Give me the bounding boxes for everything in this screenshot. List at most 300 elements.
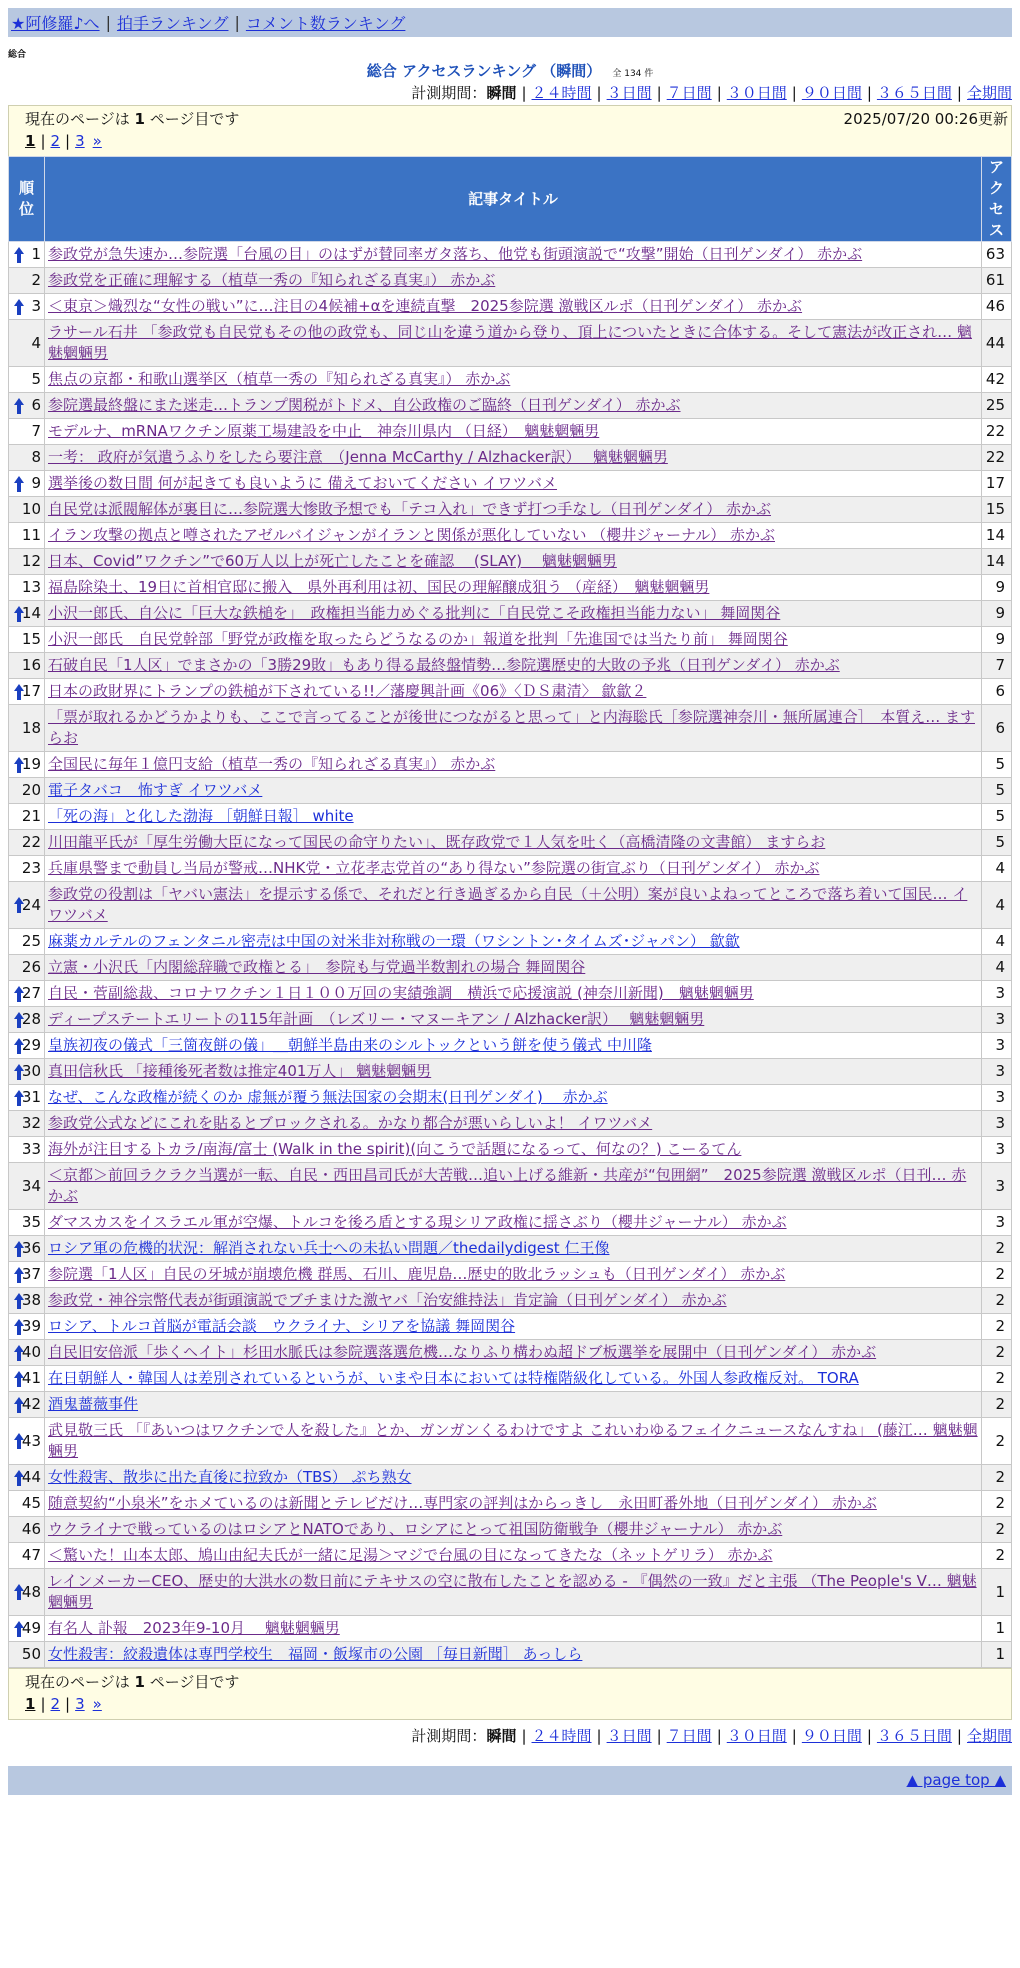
rank-cell bbox=[9, 268, 45, 294]
article-link[interactable]: 一考： 政府が気遣うふりをしたら要注意 （Jenna McCarthy / Alzhacker訳） 魑魅魍魎男 bbox=[48, 448, 668, 466]
access-count: 6 bbox=[982, 679, 1012, 705]
article-link[interactable]: 「票が取れるかどうかよりも、ここで言ってることが後世につながると思って」と内海聡氏［参院選神奈川・無所属連合］ 本質え… ますらお bbox=[48, 708, 975, 747]
rank-cell bbox=[9, 929, 45, 955]
table-row bbox=[9, 882, 1012, 929]
article-link[interactable]: 女性殺害、散歩に出た直後に拉致か（TBS） ぷち熟女 bbox=[48, 1468, 412, 1486]
col-header-rank: 順位 bbox=[9, 157, 45, 242]
access-count: 2 bbox=[982, 1517, 1012, 1543]
table-row bbox=[9, 705, 1012, 752]
rank-number: 8 bbox=[31, 448, 41, 466]
article-link[interactable]: 有名人 訃報 2023年9-10月 魑魅魍魎男 bbox=[48, 1619, 340, 1637]
article-link[interactable]: 参政党が急失速か…参院選「台風の目」のはずが賛同率ガタ落ち、他党も街頭演説で“攻撃”開始（日刊ゲンダイ） 赤かぶ bbox=[48, 245, 863, 263]
up-arrow-icon bbox=[13, 683, 25, 701]
access-count: 2 bbox=[982, 1288, 1012, 1314]
title-cell bbox=[45, 575, 982, 601]
title-cell bbox=[45, 1137, 982, 1163]
footer-bar bbox=[8, 1766, 1012, 1795]
article-link[interactable]: 自民党は派閥解体が裏目に…参院選大惨敗予想でも「テコ入れ」できず打つ手なし（日刊ゲンダイ） 赤かぶ bbox=[48, 500, 771, 518]
access-count: 22 bbox=[982, 419, 1012, 445]
article-link[interactable]: 小沢一郎氏 自民党幹部「野党が政権を取ったらどうなるのか」報道を批判「先進国では当たり前」 舞岡関谷 bbox=[48, 630, 788, 648]
page-link[interactable]: 1 bbox=[25, 132, 36, 150]
article-link[interactable]: 武見敬三氏 「『あいつはワクチンで人を殺した』とか、ガンガンくるわけですよ これいわゆるフェイクニュースなんすね」 (藤江… 魑魅魍魎男 bbox=[48, 1421, 978, 1460]
col-header-title: 記事タイトル bbox=[45, 157, 982, 242]
table-row bbox=[9, 497, 1012, 523]
rank-cell bbox=[9, 320, 45, 367]
title-cell bbox=[45, 393, 982, 419]
article-link[interactable]: ＜東京＞熾烈な“女性の戦い”に…注目の4候補+αを連続直撃 2025参院選 激戦区ルポ（日刊ゲンダイ） 赤かぶ bbox=[48, 297, 803, 315]
page-link[interactable]: 3 bbox=[75, 132, 85, 150]
article-link[interactable]: ウクライナで戦っているのはロシアとNATOであり、ロシアにとって祖国防衛戦争（櫻井ジャーナル） 赤かぶ bbox=[48, 1520, 783, 1538]
table-row bbox=[9, 1465, 1012, 1491]
period-link[interactable]: 全期間 bbox=[966, 1727, 1012, 1745]
title-cell bbox=[45, 1517, 982, 1543]
title-cell bbox=[45, 1366, 982, 1392]
title-cell bbox=[45, 679, 982, 705]
article-link[interactable]: 随意契約“小泉米”をホメているのは新聞とテレビだけ…専門家の評判はからっきし 永田町番外地（日刊ゲンダイ） 赤かぶ bbox=[48, 1494, 877, 1512]
access-count: 61 bbox=[982, 268, 1012, 294]
article-link[interactable]: 在日朝鮮人・韓国人は差別されているというが、いまや日本においては特権階級化している。外国人参政権反対。 TORA bbox=[48, 1369, 859, 1387]
up-arrow-icon bbox=[13, 1469, 25, 1487]
up-arrow-icon bbox=[13, 1266, 25, 1284]
access-count: 2 bbox=[982, 1262, 1012, 1288]
access-count: 3 bbox=[982, 1137, 1012, 1163]
table-row bbox=[9, 1616, 1012, 1642]
table-row bbox=[9, 1262, 1012, 1288]
access-count: 2 bbox=[982, 1366, 1012, 1392]
article-link[interactable]: ロシア、トルコ首脳が電話会談 ウクライナ、シリアを協議 舞岡関谷 bbox=[48, 1317, 516, 1335]
rank-cell bbox=[9, 601, 45, 627]
article-link[interactable]: ダマスカスをイスラエル軍が空爆、トルコを後ろ盾とする現シリア政権に揺さぶり（櫻井ジャーナル） 赤かぶ bbox=[48, 1213, 787, 1231]
rank-number: 39 bbox=[21, 1317, 41, 1335]
title-cell bbox=[45, 242, 982, 268]
up-arrow-icon bbox=[13, 246, 25, 264]
title-cell bbox=[45, 1543, 982, 1569]
table-row bbox=[9, 242, 1012, 268]
period-link[interactable]: 全期間 bbox=[966, 84, 1012, 102]
title-cell bbox=[45, 1210, 982, 1236]
page-status bbox=[25, 1671, 1005, 1693]
rank-cell bbox=[9, 1262, 45, 1288]
rank-number: 29 bbox=[21, 1036, 41, 1054]
article-link[interactable]: 麻薬カルテルのフェンタニル密売は中国の対米非対称戦の一環（ワシントン･タイムズ･ジャパン） 歙歙 bbox=[48, 932, 740, 950]
title-cell bbox=[45, 856, 982, 882]
table-row bbox=[9, 1210, 1012, 1236]
article-link[interactable]: 参政党・神谷宗幣代表が街頭演説でブチまけた激ヤバ「治安維持法」肯定論（日刊ゲンダイ） 赤かぶ bbox=[48, 1291, 727, 1309]
rank-cell bbox=[9, 445, 45, 471]
pagination-separator: | bbox=[65, 1695, 71, 1713]
table-row bbox=[9, 1569, 1012, 1616]
title-cell bbox=[45, 1085, 982, 1111]
article-link[interactable]: 皇族初夜の儀式「三箇夜餅の儀」＿朝鮮半島由来のシルトックという餅を使う儀式 中川隆 bbox=[48, 1036, 652, 1054]
rank-number: 45 bbox=[21, 1494, 41, 1512]
access-count: 3 bbox=[982, 1210, 1012, 1236]
rank-number: 40 bbox=[21, 1343, 41, 1361]
table-row bbox=[9, 471, 1012, 497]
current-page-number: 1 bbox=[134, 110, 145, 128]
period-link[interactable]: ３日間 bbox=[606, 1727, 652, 1745]
article-link[interactable]: ラサール石井 「参政党も自民党もその他の政党も、同じ山を違う道から登り、頂上についたときに合体する。そして憲法が改正され… 魑魅魍魎男 bbox=[48, 323, 972, 362]
rank-number: 15 bbox=[21, 630, 41, 648]
period-separator: | bbox=[596, 1727, 602, 1745]
rank-number: 1 bbox=[31, 245, 41, 263]
access-count: 46 bbox=[982, 294, 1012, 320]
section-label: 総合 bbox=[8, 50, 27, 60]
rank-cell bbox=[9, 1137, 45, 1163]
page-link[interactable]: 2 bbox=[50, 132, 61, 150]
access-count: 1 bbox=[982, 1569, 1012, 1616]
article-link[interactable]: 自民・菅副総裁、コロナワクチン１日１００万回の実績強調 横浜で応援演説 (神奈川新聞) 魑魅魍魎男 bbox=[48, 984, 754, 1002]
up-arrow-icon bbox=[13, 475, 25, 493]
article-link[interactable]: 石破自民「1人区」でまさかの「3勝29敗」もあり得る最終盤情勢…参院選歴史的大敗の予兆（日刊ゲンダイ） 赤かぶ bbox=[48, 656, 840, 674]
access-count: 2 bbox=[982, 1392, 1012, 1418]
page-link[interactable]: 3 bbox=[75, 1695, 85, 1713]
access-count: 3 bbox=[982, 981, 1012, 1007]
table-row bbox=[9, 320, 1012, 367]
rank-number: 17 bbox=[21, 682, 41, 700]
access-count: 14 bbox=[982, 523, 1012, 549]
article-link[interactable]: 小沢一郎氏、自公に「巨大な鉄槌を」 政権担当能力めぐる批判に「自民党こそ政権担当能力ない」 舞岡関谷 bbox=[48, 604, 781, 622]
rank-number: 37 bbox=[21, 1265, 41, 1283]
rank-number: 11 bbox=[21, 526, 41, 544]
access-count: 14 bbox=[982, 549, 1012, 575]
period-link[interactable]: ７日間 bbox=[666, 1727, 712, 1745]
period-selector-top bbox=[8, 81, 1012, 105]
article-link[interactable]: 全国民に毎年１億円支給（植草一秀の『知られざる真実』） 赤かぶ bbox=[48, 755, 496, 773]
period-label: 計測期間： bbox=[411, 84, 487, 102]
rank-cell bbox=[9, 1418, 45, 1465]
article-link[interactable]: 日本、Covid”ワクチン”で60万人以上が死亡したことを確認 (SLAY) 魑魅魍魎男 bbox=[48, 552, 617, 570]
table-row bbox=[9, 1033, 1012, 1059]
rank-number: 35 bbox=[21, 1213, 41, 1231]
period-link[interactable]: ９０日間 bbox=[801, 84, 862, 102]
rank-number: 4 bbox=[31, 333, 41, 352]
up-arrow-icon bbox=[13, 1583, 25, 1601]
clap-ranking-link[interactable]: 拍手ランキング bbox=[116, 14, 229, 33]
up-arrow-icon bbox=[13, 1370, 25, 1388]
access-count: 3 bbox=[982, 1163, 1012, 1210]
rank-number: 18 bbox=[21, 718, 41, 737]
article-link[interactable]: 参政党公式などにこれを貼るとブロックされる。かなり都合が悪いらしいよ！ イワツバメ bbox=[48, 1114, 653, 1132]
rank-cell bbox=[9, 705, 45, 752]
period-link[interactable]: ９０日間 bbox=[801, 1727, 862, 1745]
table-row bbox=[9, 1392, 1012, 1418]
period-selector-bottom bbox=[8, 1724, 1012, 1748]
rank-number: 6 bbox=[31, 396, 41, 414]
up-arrow-icon bbox=[13, 1240, 25, 1258]
rank-number: 7 bbox=[31, 422, 41, 440]
access-count: 2 bbox=[982, 1236, 1012, 1262]
pagination-separator: | bbox=[40, 1695, 46, 1713]
article-link[interactable]: 立憲・小沢氏「内閣総辞職で政権とる」 参院も与党過半数割れの場合 舞岡関谷 bbox=[48, 958, 586, 976]
access-count: 3 bbox=[982, 1007, 1012, 1033]
article-link[interactable]: イラン攻撃の拠点と噂されたアゼルバイジャンがイランと関係が悪化していない （櫻井ジャーナル） 赤かぶ bbox=[48, 526, 775, 544]
title-cell bbox=[45, 778, 982, 804]
up-arrow-icon bbox=[13, 1063, 25, 1081]
title-cell bbox=[45, 601, 982, 627]
rank-number: 44 bbox=[21, 1468, 41, 1486]
comment-ranking-link[interactable]: コメント数ランキング bbox=[245, 14, 406, 33]
article-link[interactable]: 女性殺害：絞殺遺体は専門学校生 福岡・飯塚市の公園 ［毎日新聞］ あっしら bbox=[48, 1645, 583, 1663]
rank-cell bbox=[9, 575, 45, 601]
pagination bbox=[25, 130, 1005, 152]
rank-number: 26 bbox=[21, 958, 41, 976]
article-link[interactable]: 福島除染土、19日に首相官邸に搬入 県外再利用は初、国民の理解醸成狙う （産経） 魑魅魍魎男 bbox=[48, 578, 710, 596]
table-row bbox=[9, 752, 1012, 778]
article-link[interactable]: 選挙後の数日間 何が起きても良いように 備えておいてください イワツバメ bbox=[48, 474, 558, 492]
rank-number: 32 bbox=[21, 1114, 41, 1132]
access-count: 1 bbox=[982, 1642, 1012, 1668]
rank-cell bbox=[9, 419, 45, 445]
table-row bbox=[9, 1491, 1012, 1517]
rank-number: 46 bbox=[21, 1520, 41, 1538]
period-link[interactable]: ３６５日間 bbox=[876, 84, 952, 102]
col-header-access: アクセス bbox=[982, 157, 1012, 242]
up-arrow-icon bbox=[13, 1318, 25, 1336]
rank-number: 10 bbox=[21, 500, 41, 518]
up-arrow-icon bbox=[13, 397, 25, 415]
rank-cell bbox=[9, 1163, 45, 1210]
access-count: 4 bbox=[982, 882, 1012, 929]
title-cell bbox=[45, 1491, 982, 1517]
next-page-link[interactable]: » bbox=[92, 1695, 102, 1713]
title-cell bbox=[45, 830, 982, 856]
updated-timestamp: 2025/07/20 00:26更新 bbox=[843, 110, 1008, 128]
up-arrow-icon bbox=[13, 605, 25, 623]
rank-number: 20 bbox=[21, 781, 41, 799]
rank-cell bbox=[9, 752, 45, 778]
pagination-separator: | bbox=[40, 132, 46, 150]
table-row bbox=[9, 1517, 1012, 1543]
table-row bbox=[9, 601, 1012, 627]
period-separator: | bbox=[791, 1727, 797, 1745]
title-cell bbox=[45, 981, 982, 1007]
article-link[interactable]: 電子タバコ 怖すぎ イワツバメ bbox=[48, 781, 263, 799]
table-row bbox=[9, 1314, 1012, 1340]
rank-cell bbox=[9, 679, 45, 705]
table-row bbox=[9, 294, 1012, 320]
table-row bbox=[9, 1163, 1012, 1210]
title-cell bbox=[45, 929, 982, 955]
rank-cell bbox=[9, 955, 45, 981]
article-link[interactable]: 日本の政財界にトランプの鉄槌が下されている!!／藩慶興計画《06》〈ＤＳ粛清〉 歙歙２ bbox=[48, 682, 647, 700]
up-arrow-icon bbox=[13, 1011, 25, 1029]
title-cell bbox=[45, 1288, 982, 1314]
rank-cell bbox=[9, 1033, 45, 1059]
period-link[interactable]: ３日間 bbox=[606, 84, 652, 102]
article-link[interactable]: 川田龍平氏が「厚生労働大臣になって国民の命守りたい」、既存政党で１人気を吐く（高橋清隆の文書館） ますらお bbox=[48, 833, 826, 851]
title-cell bbox=[45, 705, 982, 752]
title-cell bbox=[45, 1111, 982, 1137]
home-link[interactable]: ★阿修羅♪へ bbox=[11, 14, 100, 33]
table-row bbox=[9, 549, 1012, 575]
period-link[interactable]: ２４時間 bbox=[531, 84, 592, 102]
rank-number: 36 bbox=[21, 1239, 41, 1257]
article-link[interactable]: ロシア軍の危機的状況：解消されない兵士への未払い問題／thedailydigest 仁王像 bbox=[48, 1239, 610, 1257]
article-link[interactable]: ＜京都＞前回ラクラク当選が一転、自民・西田昌司氏が大苦戦…追い上げる維新・共産が“包囲網” 2025参院選 激戦区ルポ（日刊… 赤かぶ bbox=[48, 1166, 967, 1205]
access-count: 3 bbox=[982, 1085, 1012, 1111]
title-cell bbox=[45, 1033, 982, 1059]
period-label: 計測期間： bbox=[411, 1727, 487, 1745]
article-link[interactable]: ＜驚いた！山本太郎、鳩山由紀夫氏が一緒に足湯＞マジで台風の目になってきたな（ネットゲリラ） 赤かぶ bbox=[48, 1546, 773, 1564]
period-separator: | bbox=[866, 1727, 872, 1745]
page-top-link[interactable]: ▲ page top ▲ bbox=[906, 1771, 1006, 1789]
table-row bbox=[9, 1059, 1012, 1085]
page-link[interactable]: 2 bbox=[50, 1695, 61, 1713]
title-cell bbox=[45, 1418, 982, 1465]
article-link[interactable]: 自民旧安倍派「歩くヘイト」杉田水脈氏は参院選落選危機…なりふり構わぬ超ドブ板選挙を展開中（日刊ゲンダイ） 赤かぶ bbox=[48, 1343, 877, 1361]
title-cell bbox=[45, 549, 982, 575]
article-link[interactable]: なぜ、こんな政権が続くのか 虚無が覆う無法国家の会期末(日刊ゲンダイ) 赤かぶ bbox=[48, 1088, 608, 1106]
period-link[interactable]: ７日間 bbox=[666, 84, 712, 102]
period-separator: | bbox=[656, 84, 662, 102]
table-row bbox=[9, 393, 1012, 419]
title-cell bbox=[45, 1007, 982, 1033]
ranking-rows bbox=[9, 242, 1012, 1668]
rank-cell bbox=[9, 1007, 45, 1033]
article-link[interactable]: モデルナ、mRNAワクチン原薬工場建設を中止 神奈川県内 （日経） 魑魅魍魎男 bbox=[48, 422, 600, 440]
up-arrow-icon bbox=[13, 1037, 25, 1055]
title-cell bbox=[45, 804, 982, 830]
rank-cell bbox=[9, 1569, 45, 1616]
rank-cell bbox=[9, 1340, 45, 1366]
rank-cell bbox=[9, 1111, 45, 1137]
up-arrow-icon bbox=[13, 1432, 25, 1450]
rank-cell bbox=[9, 627, 45, 653]
access-count: 3 bbox=[982, 1059, 1012, 1085]
period-separator: | bbox=[521, 1727, 527, 1745]
article-link[interactable]: 「死の海」と化した渤海 ［朝鮮日報］ white bbox=[48, 807, 354, 825]
table-row bbox=[9, 1366, 1012, 1392]
item-count: 全 134 件 bbox=[612, 69, 654, 79]
title-cell bbox=[45, 1340, 982, 1366]
table-row bbox=[9, 981, 1012, 1007]
article-link[interactable]: 酒鬼薔薇事件 bbox=[48, 1395, 139, 1413]
rank-number: 47 bbox=[21, 1546, 41, 1564]
table-row bbox=[9, 1543, 1012, 1569]
table-row bbox=[9, 955, 1012, 981]
period-link[interactable]: ３６５日間 bbox=[876, 1727, 952, 1745]
article-link[interactable]: 参院選「1人区」自民の牙城が崩壊危機 群馬、石川、鹿児島…歴史的敗北ラッシュも（日刊ゲンダイ） 赤かぶ bbox=[48, 1265, 786, 1283]
up-arrow-icon bbox=[13, 1396, 25, 1414]
rank-number: 13 bbox=[21, 578, 41, 596]
access-count: 25 bbox=[982, 393, 1012, 419]
article-link[interactable]: 参政党の役割は「ヤバい憲法」を提示する係で、それだと行き過ぎるから自民（＋公明）案が良いよねってところで落ち着いて国民… イワツバメ bbox=[48, 885, 968, 924]
rank-number: 30 bbox=[21, 1062, 41, 1080]
next-page-link[interactable]: » bbox=[92, 132, 102, 150]
rank-cell bbox=[9, 882, 45, 929]
article-link[interactable]: 焦点の京都・和歌山選挙区（植草一秀の『知られざる真実』） 赤かぶ bbox=[48, 370, 511, 388]
rank-number: 31 bbox=[21, 1088, 41, 1106]
ranking-heading bbox=[8, 61, 1012, 81]
rank-cell bbox=[9, 856, 45, 882]
table-row bbox=[9, 268, 1012, 294]
title-cell bbox=[45, 1642, 982, 1668]
period-link[interactable]: ２４時間 bbox=[531, 1727, 592, 1745]
table-row bbox=[9, 1288, 1012, 1314]
table-row bbox=[9, 1111, 1012, 1137]
article-link[interactable]: 海外が注目するトカラ/南海/富士 (Walk in the spirit)(向こうで話題になるって、何なの？) こーるてん bbox=[48, 1140, 742, 1158]
title-cell bbox=[45, 1465, 982, 1491]
rank-number: 21 bbox=[21, 807, 41, 825]
article-link[interactable]: レインメーカーCEO、歴史的大洪水の数日前にテキサスの空に散布したことを認める - 『偶然の一致』だと主張 （The People's V… 魑魅魍魎男 bbox=[48, 1572, 977, 1611]
page bbox=[8, 8, 1012, 1795]
ranking-title: 総合 アクセスランキング （瞬間） bbox=[366, 62, 602, 80]
rank-number: 43 bbox=[21, 1431, 41, 1450]
access-count: 2 bbox=[982, 1314, 1012, 1340]
access-count: 4 bbox=[982, 856, 1012, 882]
rank-number: 3 bbox=[31, 297, 41, 315]
rank-cell bbox=[9, 830, 45, 856]
rank-cell bbox=[9, 294, 45, 320]
article-link[interactable]: 参院選最終盤にまた迷走…トランプ関税がトドメ、自公政権のご臨終（日刊ゲンダイ） 赤かぶ bbox=[48, 396, 681, 414]
access-count: 3 bbox=[982, 1111, 1012, 1137]
article-link[interactable]: 兵庫県警まで動員し当局が警戒…NHK党・立花孝志党首の“あり得ない”参院選の街宣ぶり（日刊ゲンダイ） 赤かぶ bbox=[48, 859, 820, 877]
period-current: 瞬間 bbox=[486, 84, 517, 102]
period-separator: | bbox=[956, 1727, 962, 1745]
rank-cell bbox=[9, 523, 45, 549]
access-count: 63 bbox=[982, 242, 1012, 268]
rank-number: 22 bbox=[21, 833, 41, 851]
up-arrow-icon bbox=[13, 896, 25, 914]
page-link[interactable]: 1 bbox=[25, 1695, 36, 1713]
table-row bbox=[9, 575, 1012, 601]
rank-number: 19 bbox=[21, 755, 41, 773]
title-cell bbox=[45, 752, 982, 778]
period-link[interactable]: ３０日間 bbox=[726, 1727, 787, 1745]
access-count: 7 bbox=[982, 653, 1012, 679]
table-row bbox=[9, 856, 1012, 882]
article-link[interactable]: 真田信秋氏 「接種後死者数は推定401万人」 魑魅魍魎男 bbox=[48, 1062, 432, 1080]
nav-separator: | bbox=[234, 13, 240, 32]
table-row bbox=[9, 804, 1012, 830]
period-separator: | bbox=[791, 84, 797, 102]
access-count: 15 bbox=[982, 497, 1012, 523]
title-cell bbox=[45, 294, 982, 320]
rank-cell bbox=[9, 549, 45, 575]
article-link[interactable]: 参政党を正確に理解する（植草一秀の『知られざる真実』） 赤かぶ bbox=[48, 271, 496, 289]
access-count: 9 bbox=[982, 575, 1012, 601]
rank-cell bbox=[9, 1236, 45, 1262]
article-link[interactable]: ディープステートエリートの115年計画 （レズリー・マヌーキアン / Alzhacker訳） 魑魅魍魎男 bbox=[48, 1010, 705, 1028]
period-link[interactable]: ３０日間 bbox=[726, 84, 787, 102]
access-count: 9 bbox=[982, 627, 1012, 653]
access-count: 2 bbox=[982, 1465, 1012, 1491]
rank-cell bbox=[9, 1085, 45, 1111]
rank-cell bbox=[9, 653, 45, 679]
rank-cell bbox=[9, 1059, 45, 1085]
period-separator: | bbox=[596, 84, 602, 102]
period-current: 瞬間 bbox=[486, 1727, 517, 1745]
access-count: 5 bbox=[982, 778, 1012, 804]
title-cell bbox=[45, 1392, 982, 1418]
access-count: 42 bbox=[982, 367, 1012, 393]
pagination-separator: | bbox=[65, 132, 71, 150]
table-row bbox=[9, 627, 1012, 653]
top-nav-bar bbox=[8, 8, 1012, 37]
rank-number: 50 bbox=[21, 1645, 41, 1663]
rank-cell bbox=[9, 981, 45, 1007]
page-info-top bbox=[8, 105, 1012, 156]
title-cell bbox=[45, 1569, 982, 1616]
table-row bbox=[9, 679, 1012, 705]
page-status-suffix: ページ目です bbox=[144, 110, 240, 128]
rank-cell bbox=[9, 778, 45, 804]
rank-number: 38 bbox=[21, 1291, 41, 1309]
table-row bbox=[9, 1137, 1012, 1163]
title-cell bbox=[45, 445, 982, 471]
ranking-table bbox=[8, 156, 1012, 1668]
page-status-prefix: 現在のページは bbox=[25, 1673, 135, 1691]
